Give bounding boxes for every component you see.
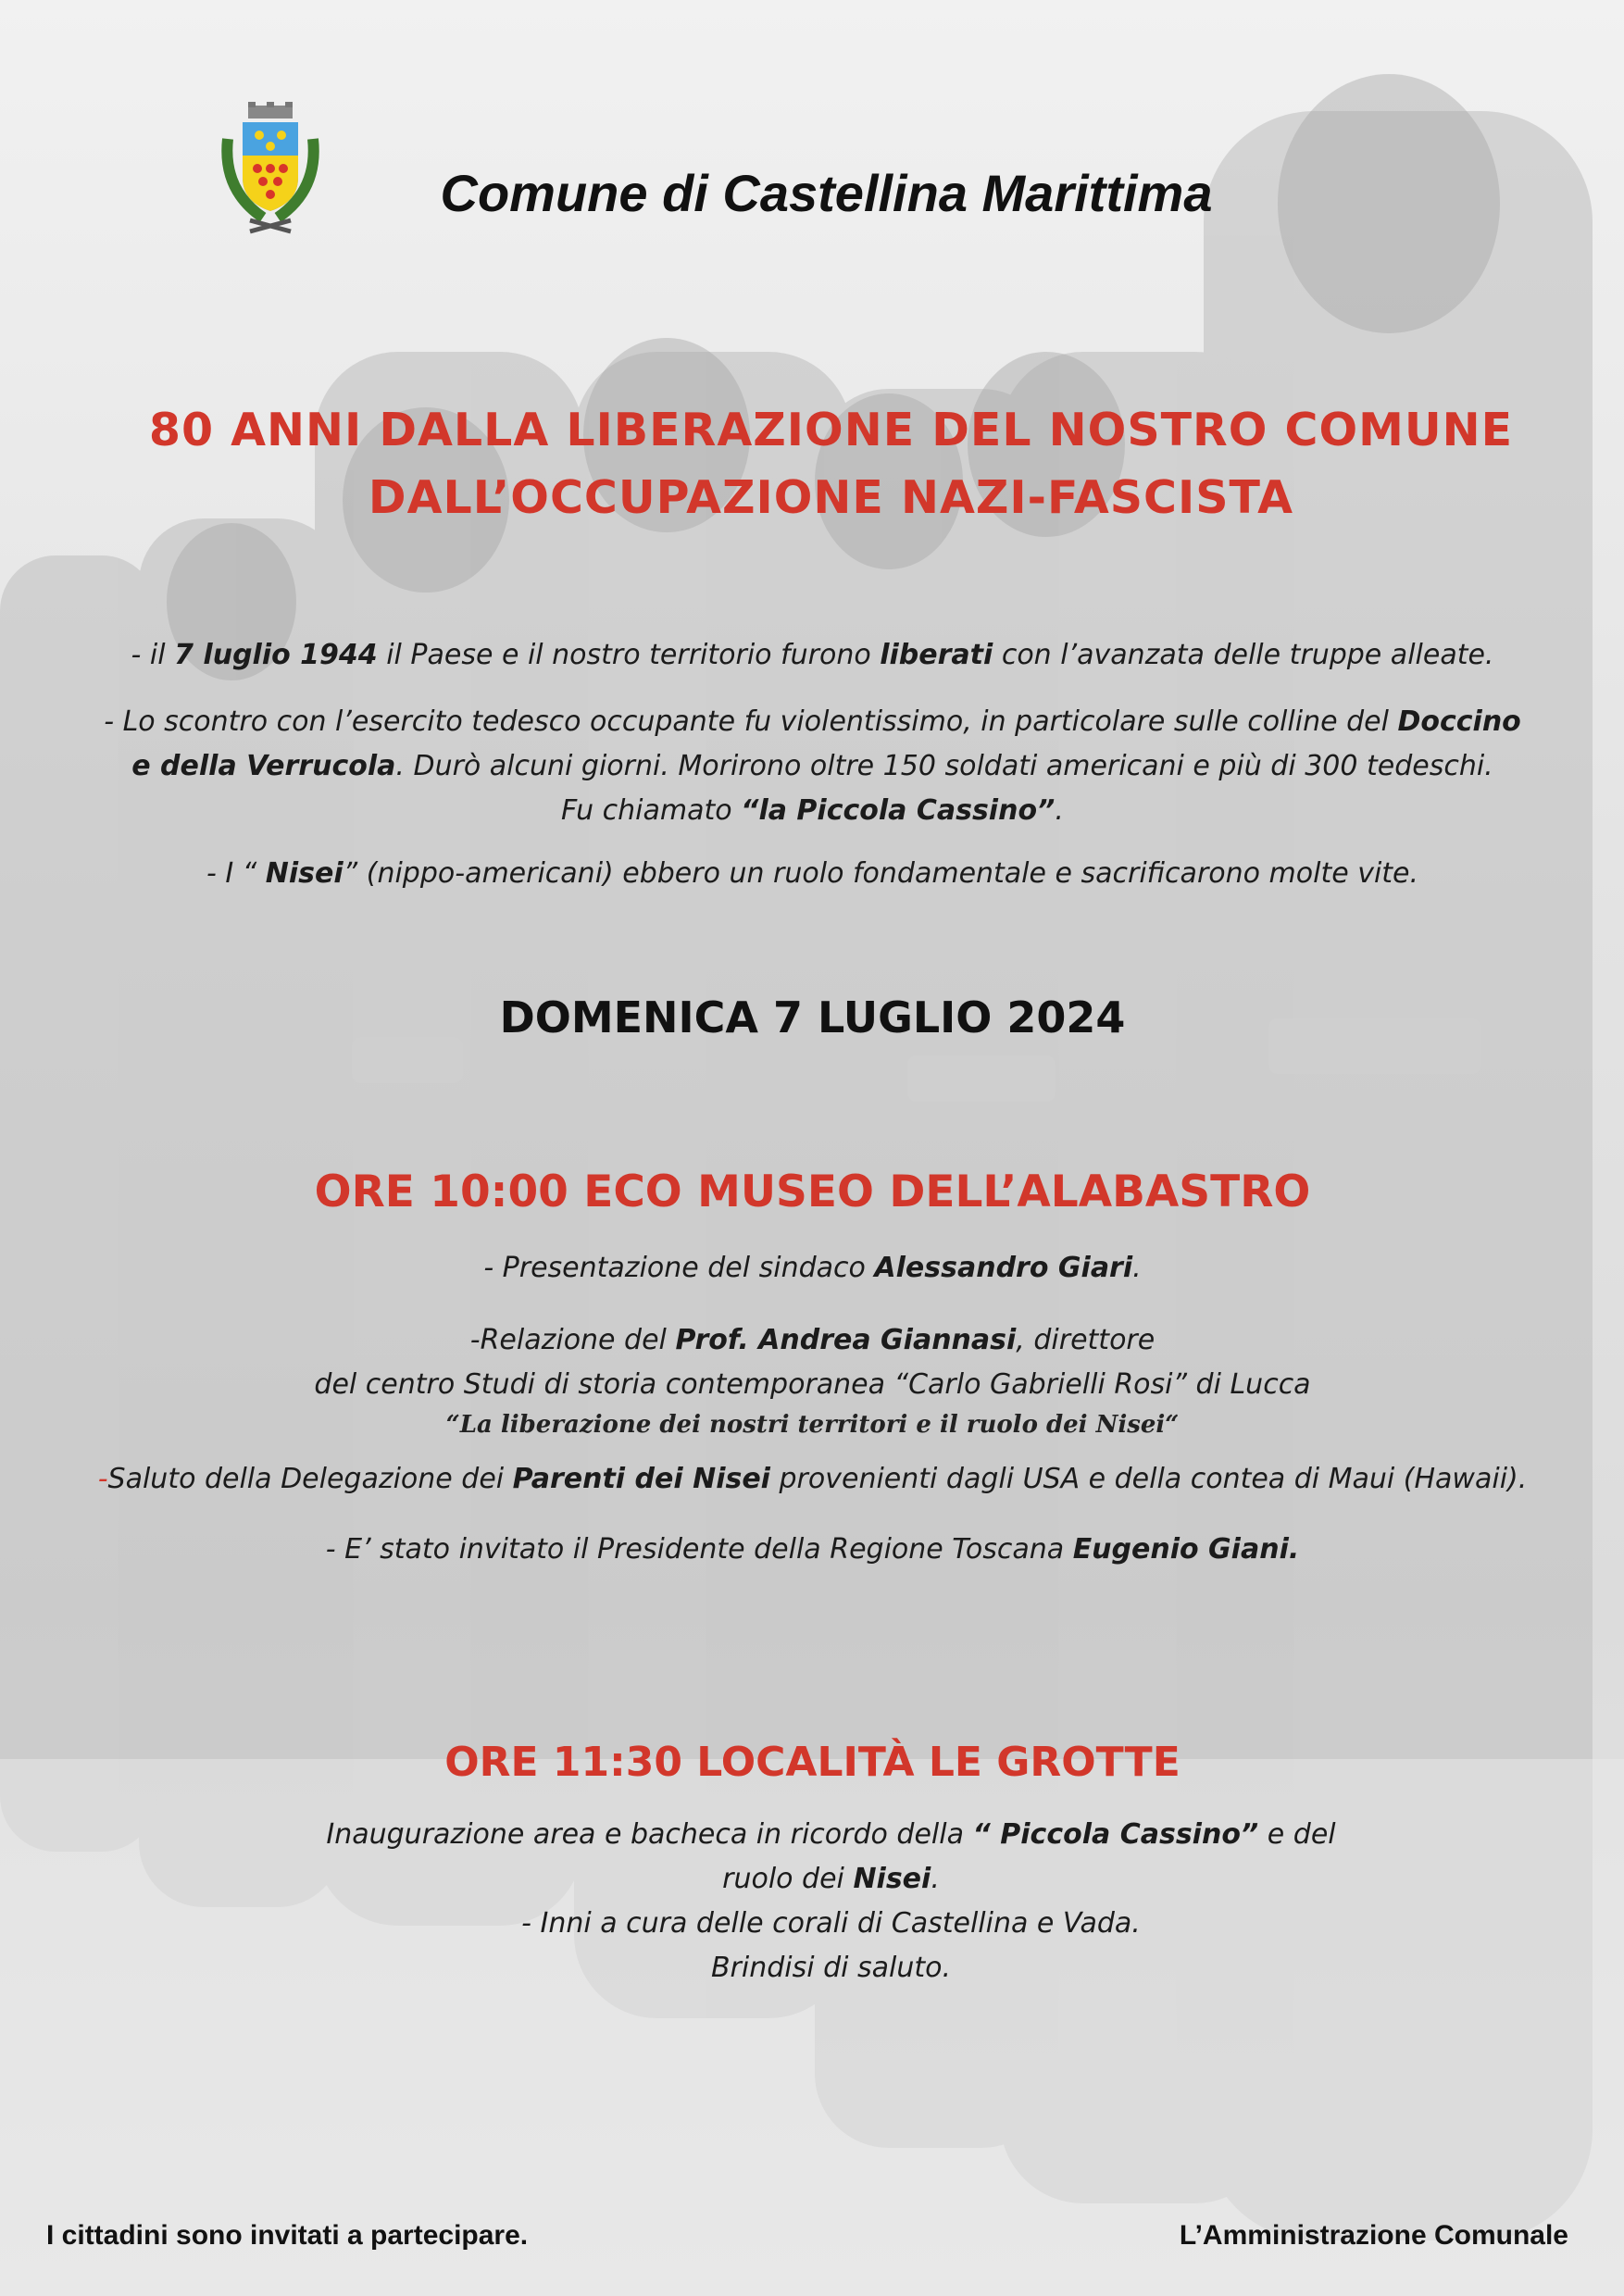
footer-invitation: I cittadini sono invitati a partecipare. <box>46 2220 529 2251</box>
intro-paragraph-3: - I “ Nisei” (nippo-americani) ebbero un ruolo fondamentale e sacrificarono molte vite. <box>206 857 1419 890</box>
municipality-title: Comune di Castellina Marittima <box>440 164 1213 222</box>
session-1-item-3: -Saluto della Delegazione dei Parenti dei Nisei provenienti dagli USA e della contea di Maui (Hawaii). <box>97 1463 1528 1495</box>
session-1-title: ORE 10:00 ECO MUSEO DELL’ALABASTRO <box>314 1167 1311 1217</box>
main-headline <box>111 396 1551 531</box>
session-1-item-2: -Relazione del Prof. Andrea Giannasi, direttore del centro Studi di storia contemporanea “Carlo Gabrielli Rosi” di Lucca <box>314 1324 1311 1401</box>
session-1-item-1: - Presentazione del sindaco Alessandro Giari. <box>483 1252 1142 1284</box>
headline-line-2: DALL’OCCUPAZIONE NAZI-FASCISTA <box>368 471 1294 524</box>
intro-paragraph-1: - il 7 luglio 1944 il Paese e il nostro territorio furono liberati con l’avanzata delle truppe alleate. <box>131 639 1494 671</box>
session-2-description: Inaugurazione area e bacheca in ricordo della “ Piccola Cassino” e del ruolo dei Nisei. - Inni a cura delle corali di Castellina e Vada. Brindisi di saluto. <box>326 1818 1336 1984</box>
intro-paragraph-2: - Lo scontro con l’esercito tedesco occupante fu violentissimo, in particolare sulle colline del Doccino e della Verrucola. Durò alcuni giorni. Morirono oltre 150 soldati americani e più di 300 tedeschi. Fu chiamato “la Piccola Cassino”. <box>104 705 1521 827</box>
footer-signature: L’Amministrazione Comunale <box>1179 2220 1568 2251</box>
session-1-item-4: - E’ stato invitato il Presidente della Regione Toscana Eugenio Giani. <box>325 1533 1300 1566</box>
lecture-title-quote: “La liberazione dei nostri territori e il ruolo dei Nisei“ <box>445 1411 1180 1439</box>
event-date: DOMENICA 7 LUGLIO 2024 <box>499 992 1126 1042</box>
headline-line-1: 80 ANNI DALLA LIBERAZIONE DEL NOSTRO COMUNE <box>148 404 1514 456</box>
session-2-title: ORE 11:30 LOCALITÀ LE GROTTE <box>444 1739 1181 1786</box>
